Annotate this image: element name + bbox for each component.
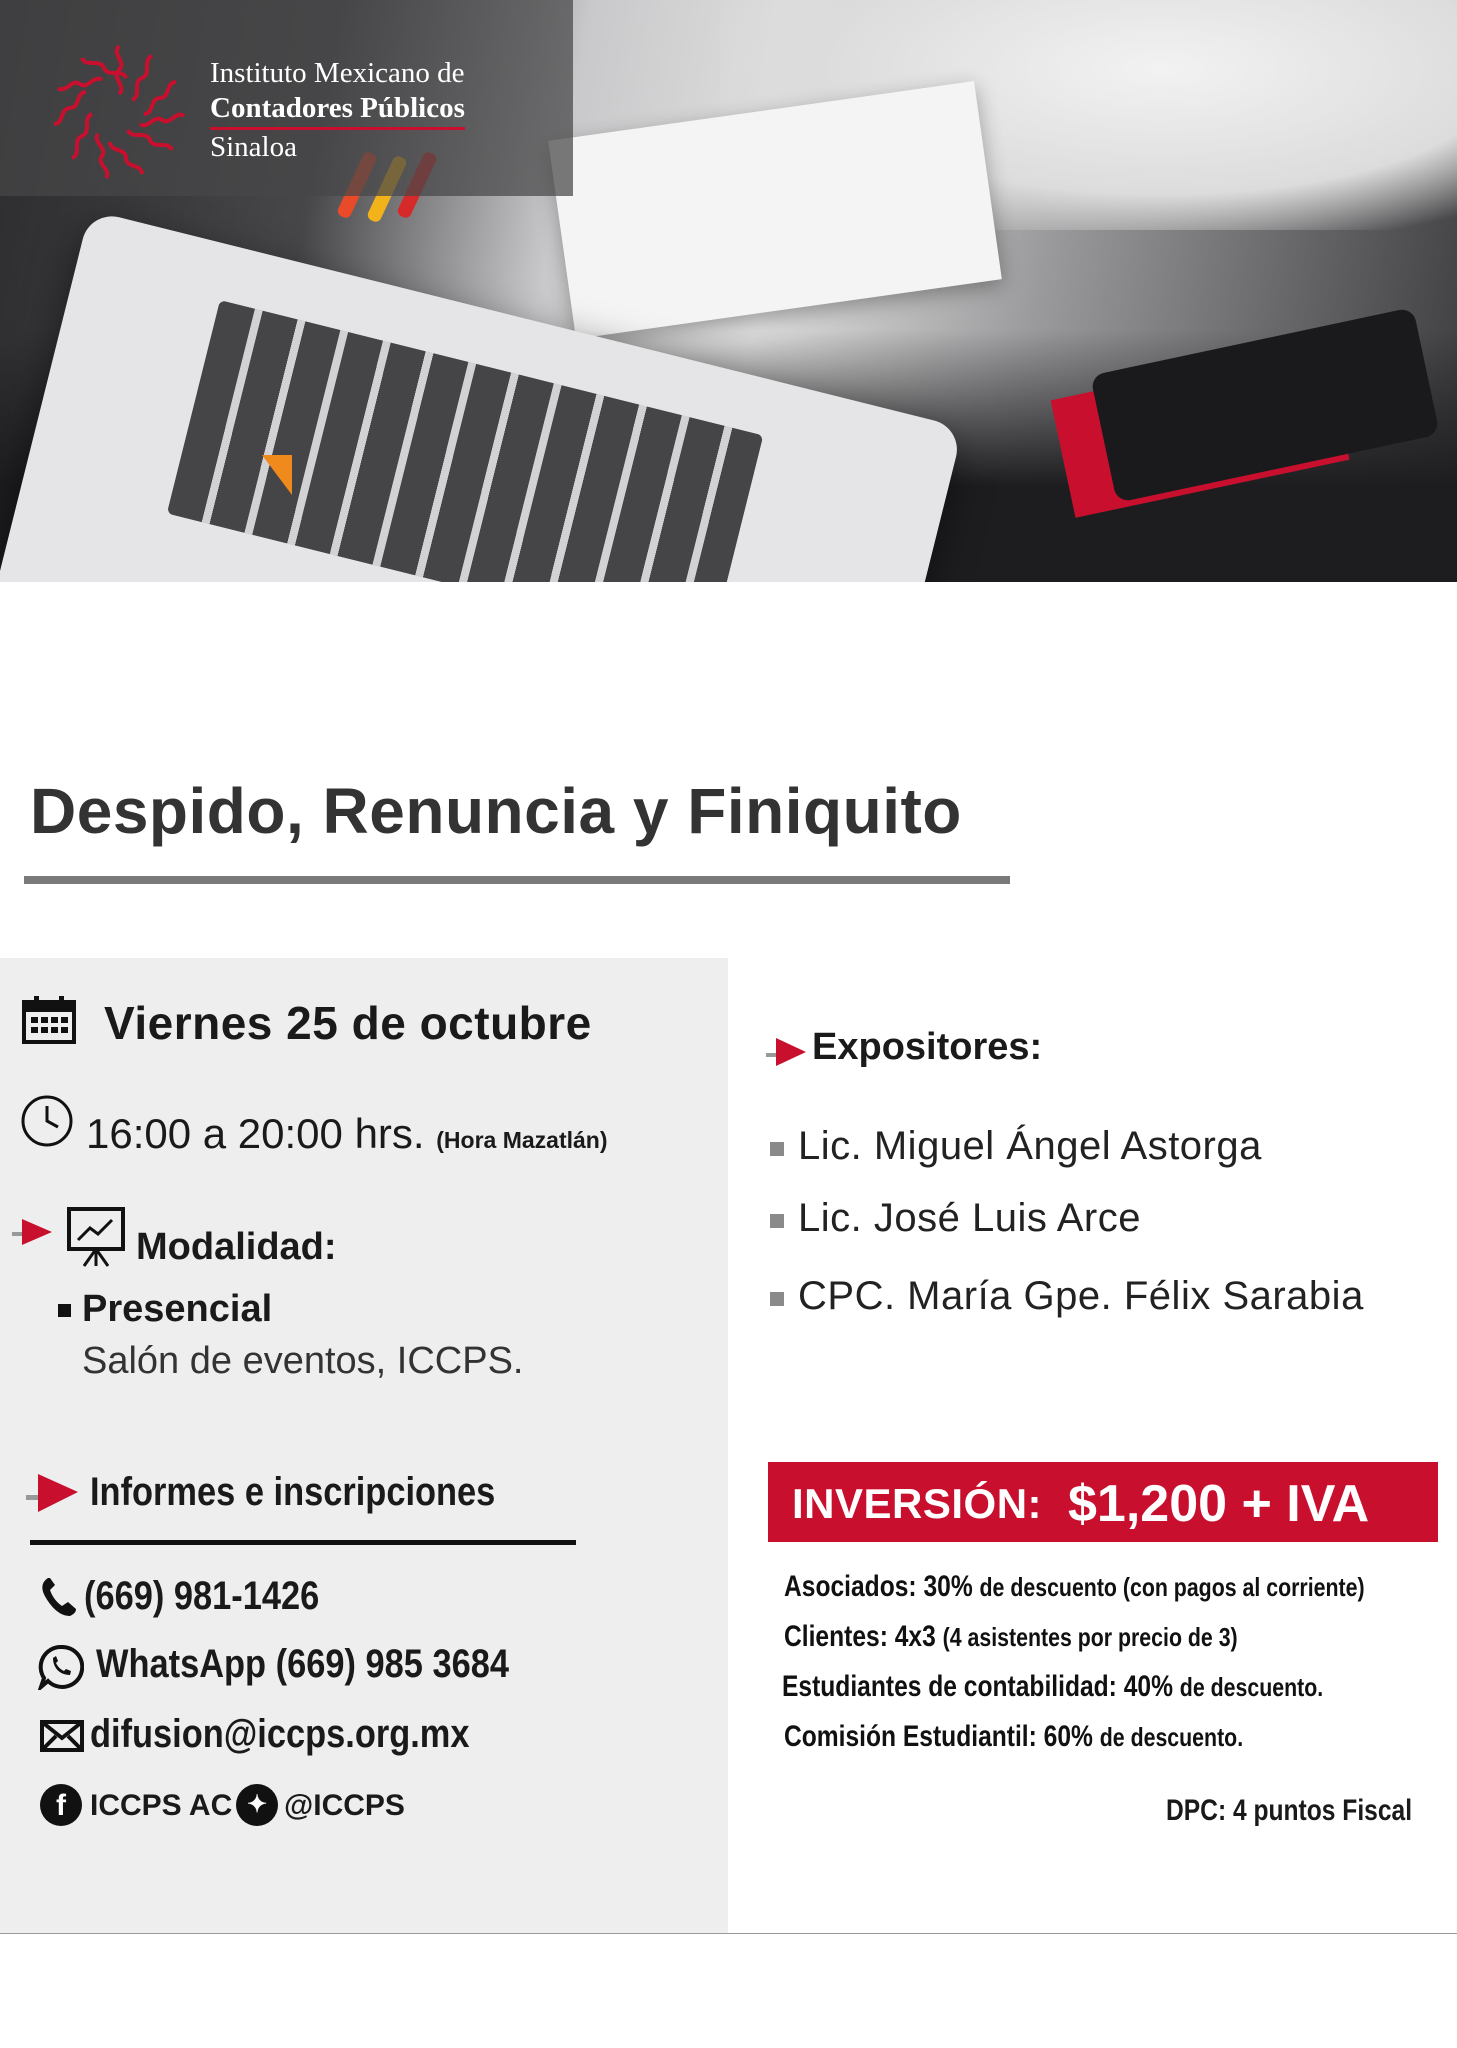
discount-amount: 40% <box>1123 1670 1173 1703</box>
contact-twitter[interactable]: @ICCPS <box>284 1789 405 1822</box>
square-bullet-icon <box>58 1304 71 1317</box>
discount-amount: 60% <box>1043 1720 1093 1753</box>
mail-icon <box>40 1720 84 1752</box>
logo-banner <box>0 0 573 196</box>
discount-line <box>784 1570 1365 1604</box>
speaker-item: Lic. José Luis Arce <box>798 1196 1141 1240</box>
discount-detail: de descuento (con pagos al corriente) <box>979 1572 1365 1602</box>
contact-heading-underline <box>30 1540 576 1545</box>
investment-label: INVERSIÓN: <box>792 1480 1043 1527</box>
event-time <box>86 1110 608 1158</box>
discount-detail: (4 asistentes por precio de 3) <box>942 1622 1238 1652</box>
logo-line-3: Sinaloa <box>210 131 297 163</box>
speaker-item: Lic. Miguel Ángel Astorga <box>798 1124 1262 1168</box>
discount-detail: de descuento. <box>1099 1722 1244 1752</box>
logo-line-2: Contadores Públicos <box>210 91 465 130</box>
calendar-icon <box>22 996 76 1044</box>
presentation-icon <box>66 1206 126 1268</box>
event-venue: Salón de eventos, ICCPS. <box>82 1340 524 1382</box>
contact-whatsapp[interactable]: WhatsApp (669) 985 3684 <box>96 1642 509 1686</box>
arrow-bullet-icon <box>26 1470 82 1516</box>
phone-icon <box>40 1576 78 1618</box>
modalidad-value: Presencial <box>82 1288 273 1330</box>
discount-who: Clientes: <box>784 1620 888 1653</box>
discount-line <box>782 1670 1323 1704</box>
investment-banner <box>768 1462 1438 1542</box>
logo-mark-icon <box>44 38 194 188</box>
discount-who: Asociados: <box>784 1570 917 1603</box>
modalidad-label: Modalidad: <box>136 1226 337 1268</box>
clock-icon <box>20 1094 74 1148</box>
logo-line-1: Instituto Mexicano de <box>210 57 465 89</box>
logo-text <box>210 56 465 165</box>
facebook-icon: f <box>40 1784 82 1826</box>
contact-phone[interactable]: (669) 981-1426 <box>84 1574 320 1618</box>
arrow-bullet-icon <box>12 1215 56 1249</box>
discount-who: Comisión Estudiantil: <box>784 1720 1037 1753</box>
twitter-icon: ✦ <box>236 1784 278 1826</box>
discount-line <box>784 1620 1238 1654</box>
dpc-points: DPC: 4 puntos Fiscal <box>1166 1794 1413 1827</box>
discount-who: Estudiantes de contabilidad: <box>782 1670 1117 1703</box>
event-time-note: (Hora Mazatlán) <box>436 1127 608 1153</box>
bottom-divider <box>0 1933 1457 1934</box>
speakers-heading: Expositores: <box>812 1026 1043 1068</box>
left-info-panel <box>0 958 728 1933</box>
title-underline <box>24 876 1010 884</box>
speaker-item: CPC. María Gpe. Félix Sarabia <box>798 1274 1364 1318</box>
page-title: Despido, Renuncia y Finiquito <box>30 775 962 847</box>
whatsapp-icon <box>38 1644 84 1690</box>
speaker-bullet-icon <box>770 1142 784 1156</box>
contact-email[interactable]: difusion@iccps.org.mx <box>90 1712 470 1756</box>
discount-amount: 30% <box>923 1570 973 1603</box>
investment-price: $1,200 + IVA <box>1068 1475 1370 1533</box>
discount-detail: de descuento. <box>1179 1672 1324 1702</box>
event-time-range: 16:00 a 20:00 hrs. <box>86 1110 425 1157</box>
speaker-bullet-icon <box>770 1214 784 1228</box>
discount-amount: 4x3 <box>894 1620 936 1653</box>
discount-line <box>784 1720 1243 1754</box>
event-date: Viernes 25 de octubre <box>104 997 592 1049</box>
photo-paper <box>548 81 1002 339</box>
arrow-bullet-icon <box>766 1034 810 1070</box>
contact-heading: Informes e inscripciones <box>90 1470 496 1514</box>
contact-facebook[interactable]: ICCPS AC <box>90 1789 233 1822</box>
hero-photo <box>0 0 1457 582</box>
speaker-bullet-icon <box>770 1292 784 1306</box>
